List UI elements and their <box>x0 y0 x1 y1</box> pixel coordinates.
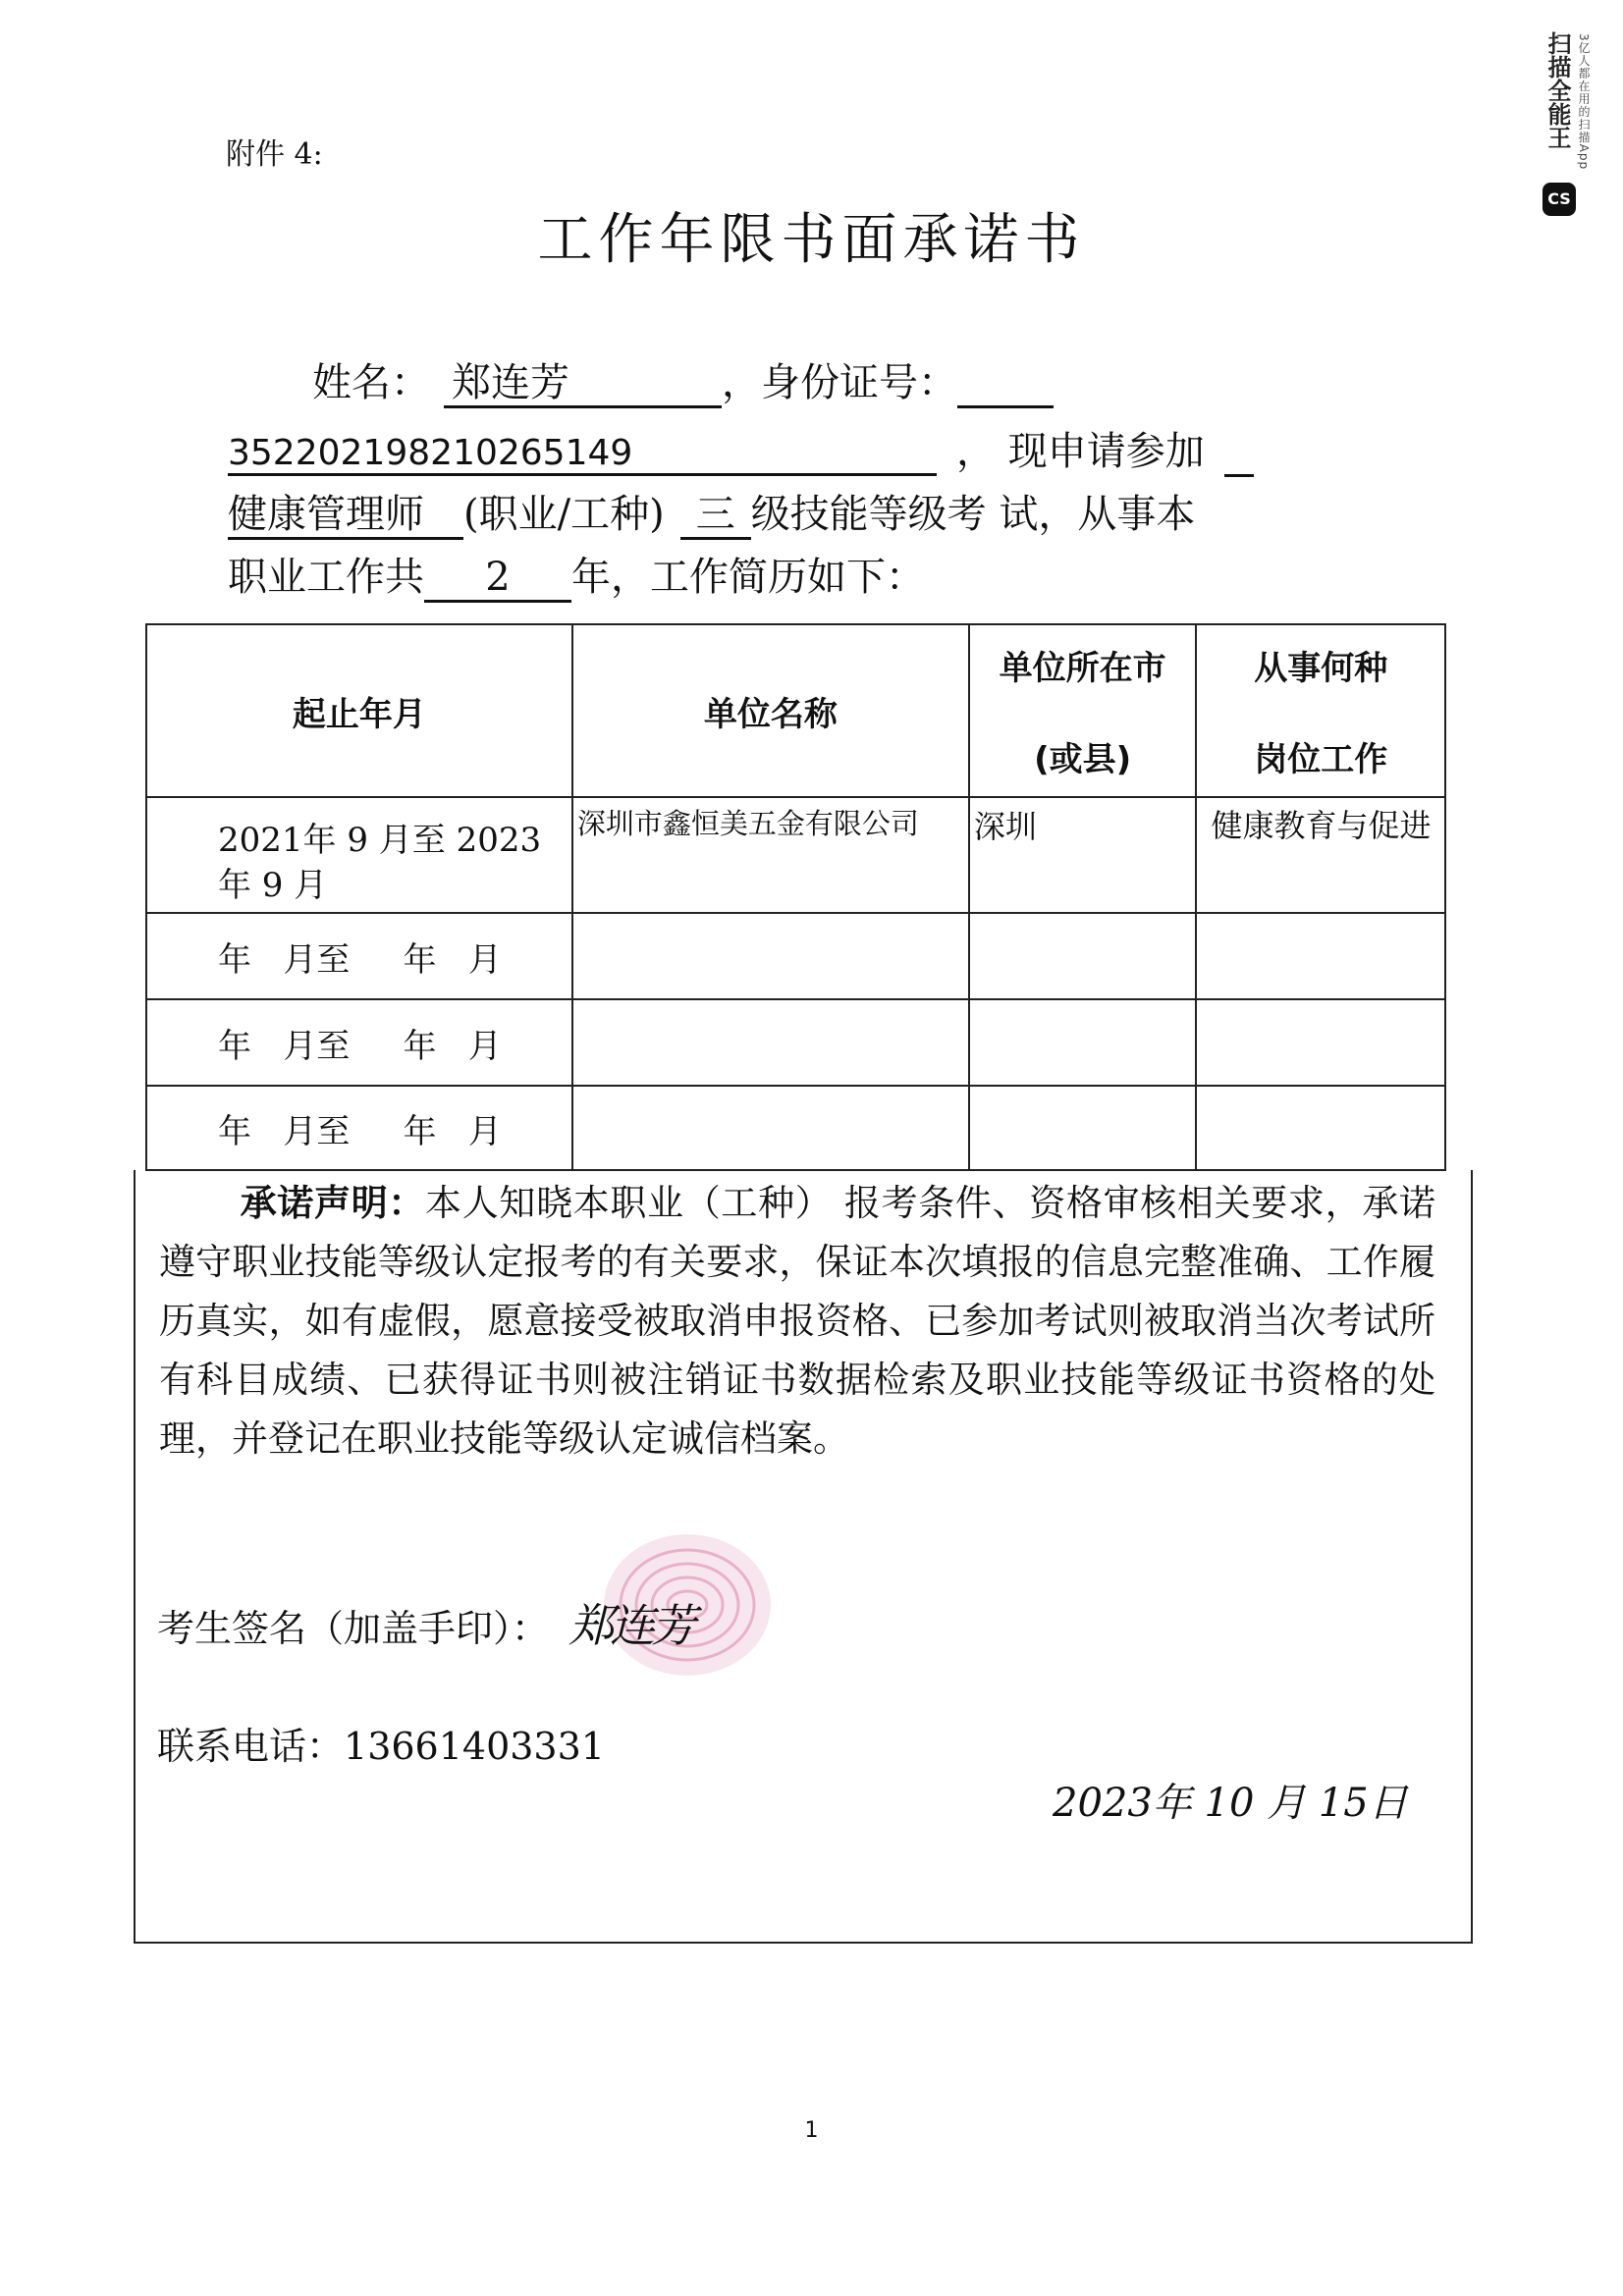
header-city-line1: 单位所在市 <box>999 649 1166 688</box>
id-blank <box>957 360 1054 408</box>
row-position <box>1196 1086 1445 1170</box>
row-company <box>572 913 969 999</box>
signature-value: 郑连芳 <box>568 1599 693 1652</box>
header-position-line2: 岗位工作 <box>1254 740 1388 779</box>
header-period: 起止年月 <box>146 624 572 797</box>
row-period: 2021年 9 月至 2023 年 9 月 <box>146 797 572 913</box>
apply-text: ， 现申请参加 <box>956 429 1205 474</box>
watermark-tagline: 3亿人都在用的扫描App <box>1577 33 1591 171</box>
signing-date: 2023年 10 月 15日 <box>1053 1781 1408 1826</box>
header-company: 单位名称 <box>572 624 969 797</box>
watermark-name: 扫描全能王 <box>1543 31 1571 149</box>
row-position <box>1196 913 1445 999</box>
phone-label: 联系电话： <box>157 1725 345 1768</box>
work-history-table <box>145 623 1446 1171</box>
phone-line <box>157 1716 605 1770</box>
table-row <box>146 913 1445 999</box>
attachment-label: 附件 4: <box>226 137 323 172</box>
signature-line <box>157 1590 692 1655</box>
row-position: 健康教育与促进 <box>1196 797 1445 913</box>
header-position <box>1196 624 1445 797</box>
apply-blank <box>1224 429 1254 477</box>
table-row <box>146 1086 1445 1170</box>
row-company <box>572 999 969 1086</box>
row-city <box>969 999 1197 1086</box>
years-value: 2 <box>424 555 571 603</box>
header-city-line2: (或县) <box>1034 740 1132 779</box>
occupation-suffix: (职业/工种) <box>463 492 665 537</box>
id-label: ，身份证号： <box>722 360 957 405</box>
row-company: 深圳市鑫恒美五金有限公司 <box>572 797 969 913</box>
table-row <box>146 999 1445 1086</box>
row-period: 年 月至 年 月 <box>146 1086 572 1170</box>
form-line-4 <box>228 546 925 603</box>
commitment-statement <box>159 1174 1435 1468</box>
page-number: 1 <box>804 2118 819 2143</box>
name-label: 姓名： <box>312 360 430 405</box>
row-company <box>572 1086 969 1170</box>
years-suffix: 年，工作简历如下： <box>571 555 925 600</box>
watermark-logo-icon: CS <box>1542 183 1576 216</box>
row-position <box>1196 999 1445 1086</box>
statement-text: 本人知晓本职业（工种） 报考条件、资格审核相关要求，承诺遵守职业技能等级认定报考的有关要求，保证本次填报的信息完整准确、工作履历真实，如有虚假，愿意接受被取消申报资格、已参加考试则被取消当次考试所有科目成绩、已获得证书则被注销证书数据检索及职业技能等级证书资格的处理，并登记在职业技能等级认定诚信档案。 <box>159 1182 1435 1460</box>
id-number: 352202198210265149 <box>228 433 937 476</box>
phone-value: 13661403331 <box>344 1725 605 1768</box>
row-city: 深圳 <box>969 797 1197 913</box>
document-title: 工作年限书面承诺书 <box>537 208 1086 272</box>
row-city <box>969 913 1197 999</box>
row-period: 年 月至 年 月 <box>146 913 572 999</box>
name-value: 郑连芳 <box>444 360 722 408</box>
header-position-line1: 从事何种 <box>1254 649 1388 688</box>
form-line-2 <box>228 420 1254 477</box>
header-city <box>969 624 1197 797</box>
statement-label: 承诺声明： <box>240 1182 426 1224</box>
row-city <box>969 1086 1197 1170</box>
table-row <box>146 797 1445 913</box>
level-suffix: 级技能等级考 试，从事本 <box>750 492 1196 537</box>
row-period: 年 月至 年 月 <box>146 999 572 1086</box>
occupation-value: 健康管理师 <box>228 492 463 540</box>
table-header-row <box>146 624 1445 797</box>
years-prefix: 职业工作共 <box>228 555 424 600</box>
signature-label: 考生签名（加盖手印）： <box>157 1607 550 1650</box>
level-value: 三 <box>680 492 751 540</box>
form-line-1 <box>312 351 1054 408</box>
form-line-3 <box>228 483 1195 540</box>
